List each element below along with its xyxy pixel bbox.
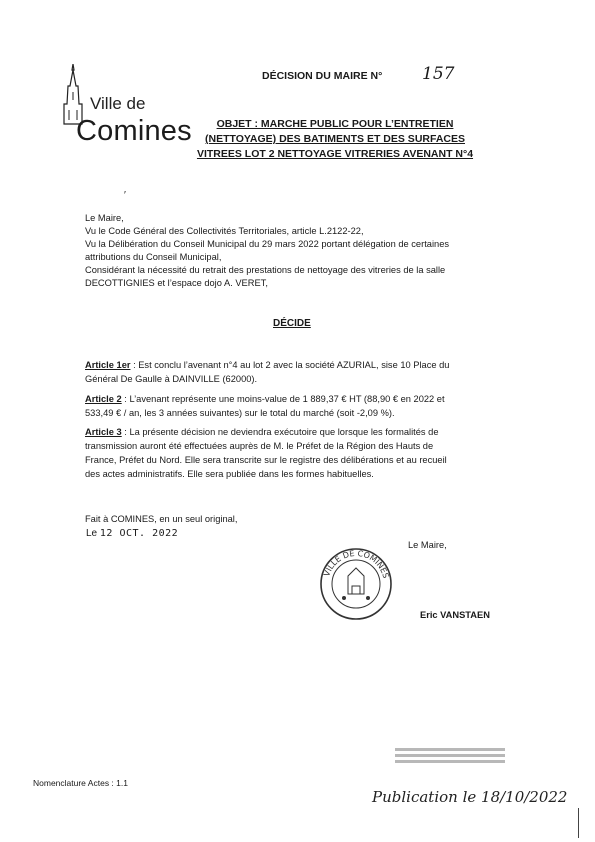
stamp-text: VILLE DE COMINES [322, 548, 391, 580]
logo-ville-text: Ville de [90, 94, 146, 113]
preamble-le-maire: Le Maire, [85, 213, 124, 223]
official-seal-stamp [318, 546, 394, 627]
article-3-text-1: : La présente décision ne deviendra exécutoire que lorsque les formalités de [121, 427, 439, 437]
article-3-label: Article 3 [85, 427, 122, 437]
decision-number: 157 [422, 64, 455, 84]
signer-name [420, 610, 490, 620]
article-3-line-2: transmission auront été effectuées auprès de M. le Préfet de la Région des Hauts de [85, 441, 434, 451]
article-1-label: Article 1er [85, 360, 131, 370]
article-3-line-1 [85, 425, 525, 439]
objet-heading [170, 117, 500, 162]
preamble-considerant-1: Considérant la nécessité du retrait des prestations de nettoyage des vitreries de la salle [85, 265, 446, 275]
tick-mark: ′ [124, 190, 126, 201]
signer-name-text: Eric VANSTAEN [420, 610, 490, 620]
article-2-text-1: : L’avenant représente une moins-value de 1 889,37 € HT (88,90 € en 2022 et [121, 394, 445, 404]
objet-line-2: (NETTOYAGE) DES BATIMENTS ET DES SURFACES [204, 133, 465, 145]
article-1-text-1: : Est conclu l’avenant n°4 au lot 2 avec la société AZURIAL, sise 10 Place du [130, 360, 450, 370]
article-1-line-1 [85, 358, 525, 372]
nomenclature-actes: Nomenclature Actes : 1.1 [33, 778, 128, 788]
preamble-considerant-2: DECOTTIGNIES et l’espace dojo A. VERET, [85, 278, 268, 288]
article-2-line-2: 533,49 € / an, les 3 années suivantes) sur le total du marché (soit -2,09 %). [85, 408, 395, 418]
article-2-label: Article 2 [85, 394, 122, 404]
preamble-vu-deliberation-1: Vu la Délibération du Conseil Municipal du 29 mars 2022 portant délégation de certaines [85, 239, 450, 249]
article-3-line-4: des actes administratifs. Elle sera publiée dans les formes habituelles. [85, 469, 374, 479]
article-1-line-2: Général De Gaulle à DAINVILLE (62000). [85, 374, 258, 384]
acknowledgement-receipt-stamp [395, 748, 505, 768]
article-3 [85, 425, 525, 481]
article-2-line-1 [85, 392, 525, 406]
le-maire-label: Le Maire, [408, 540, 447, 550]
date-stamp-value: 12 OCT. 2022 [99, 528, 179, 539]
article-3-line-3: France, Préfet du Nord. Elle sera transcrite sur le registre des délibérations et au recueil [85, 455, 447, 465]
svg-text:VILLE DE COMINES [322, 549, 390, 579]
fait-a-comines: Fait à COMINES, en un seul original, [85, 514, 238, 524]
signature-date [86, 528, 178, 539]
article-2 [85, 392, 525, 420]
margin-mark [578, 808, 587, 838]
date-le-label: Le [86, 528, 98, 539]
decide-heading: DÉCIDE [273, 318, 311, 329]
decision-title: DÉCISION DU MAIRE N° [262, 70, 383, 82]
preamble-vu-cgct: Vu le Code Général des Collectivités Territoriales, article L.2122-22, [85, 226, 364, 236]
publication-handwritten: Publication le 18/10/2022 [372, 788, 568, 806]
objet-line-3: VITREES LOT 2 NETTOYAGE VITRERIES AVENANT N°4 [196, 148, 474, 160]
article-1 [85, 358, 525, 386]
logo-comines-text: Comines [76, 115, 192, 147]
objet-line-1: OBJET : MARCHE PUBLIC POUR L’ENTRETIEN [216, 118, 454, 130]
preamble-vu-deliberation-2: attributions du Conseil Municipal, [85, 252, 222, 262]
